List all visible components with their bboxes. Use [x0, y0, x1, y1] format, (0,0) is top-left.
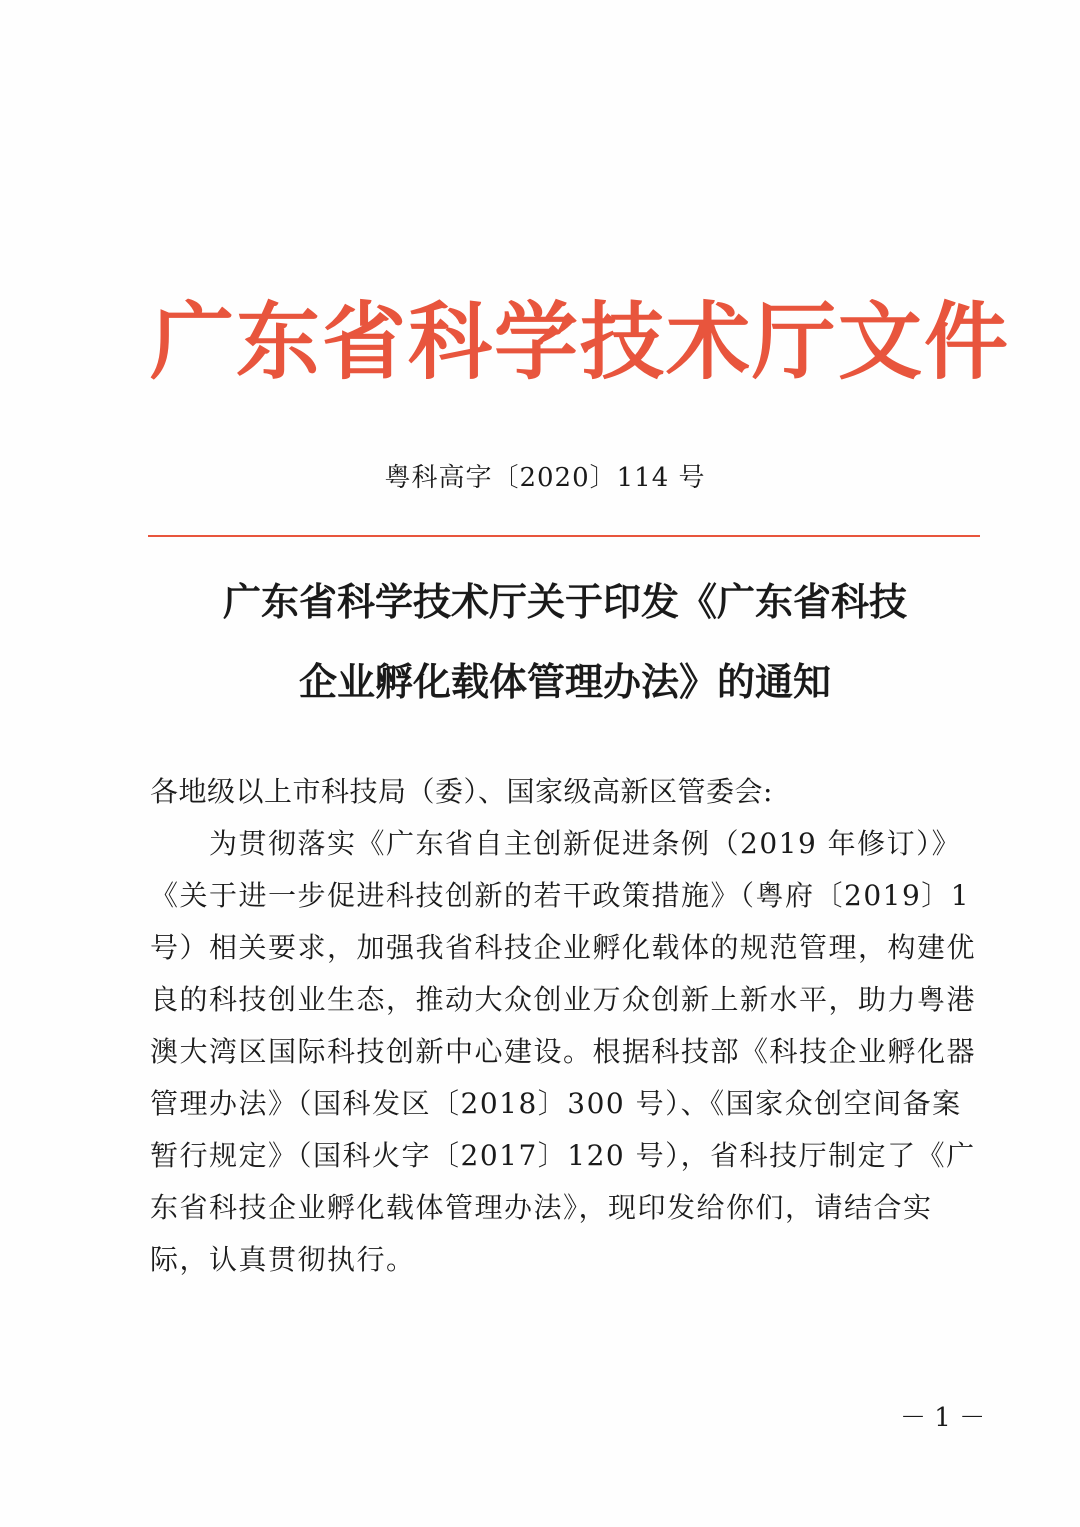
paragraph-line: 良的科技创业生态，推动大众创业万众创新上新水平，助力粤港 — [150, 983, 977, 1016]
notice-title-line-2: 企业孵化载体管理办法》的通知 — [298, 660, 831, 704]
paragraph-line: 《关于进一步促进科技创新的若干政策措施》（粤府〔2019〕1 — [150, 879, 971, 912]
document-number: 粤科高字〔2020〕114 号 — [384, 463, 706, 493]
salutation: 各地级以上市科技局（委）、国家级高新区管委会: — [150, 775, 773, 808]
paragraph-line: 管理办法》（国科发区〔2018〕300 号）、《国家众创空间备案 — [150, 1087, 962, 1120]
paragraph-line: 东省科技企业孵化载体管理办法》，现印发给你们，请结合实 — [150, 1191, 933, 1224]
red-divider-rule — [148, 535, 980, 537]
paragraph-line: 暂行规定》（国科火字〔2017〕120 号），省科技厅制定了《广 — [150, 1139, 976, 1172]
notice-body — [150, 766, 980, 1286]
paragraph-line: 际，认真贯彻执行。 — [150, 1243, 416, 1276]
page-number: － 1 － — [900, 1403, 986, 1433]
paragraph-line: 澳大湾区国际科技创新中心建设。根据科技部《科技企业孵化器 — [150, 1035, 977, 1068]
notice-title — [150, 562, 980, 722]
paragraph-line: 号）相关要求，加强我省科技企业孵化载体的规范管理，构建优 — [150, 931, 977, 964]
notice-title-line-1: 广东省科学技术厅关于印发《广东省科技 — [222, 580, 907, 624]
body-paragraph — [150, 818, 980, 1286]
issuer-heading: 广东省科学技术厅文件 — [150, 293, 1011, 391]
paragraph-line: 为贯彻落实《广东省自主创新促进条例（2019 年修订）》 — [150, 827, 962, 860]
